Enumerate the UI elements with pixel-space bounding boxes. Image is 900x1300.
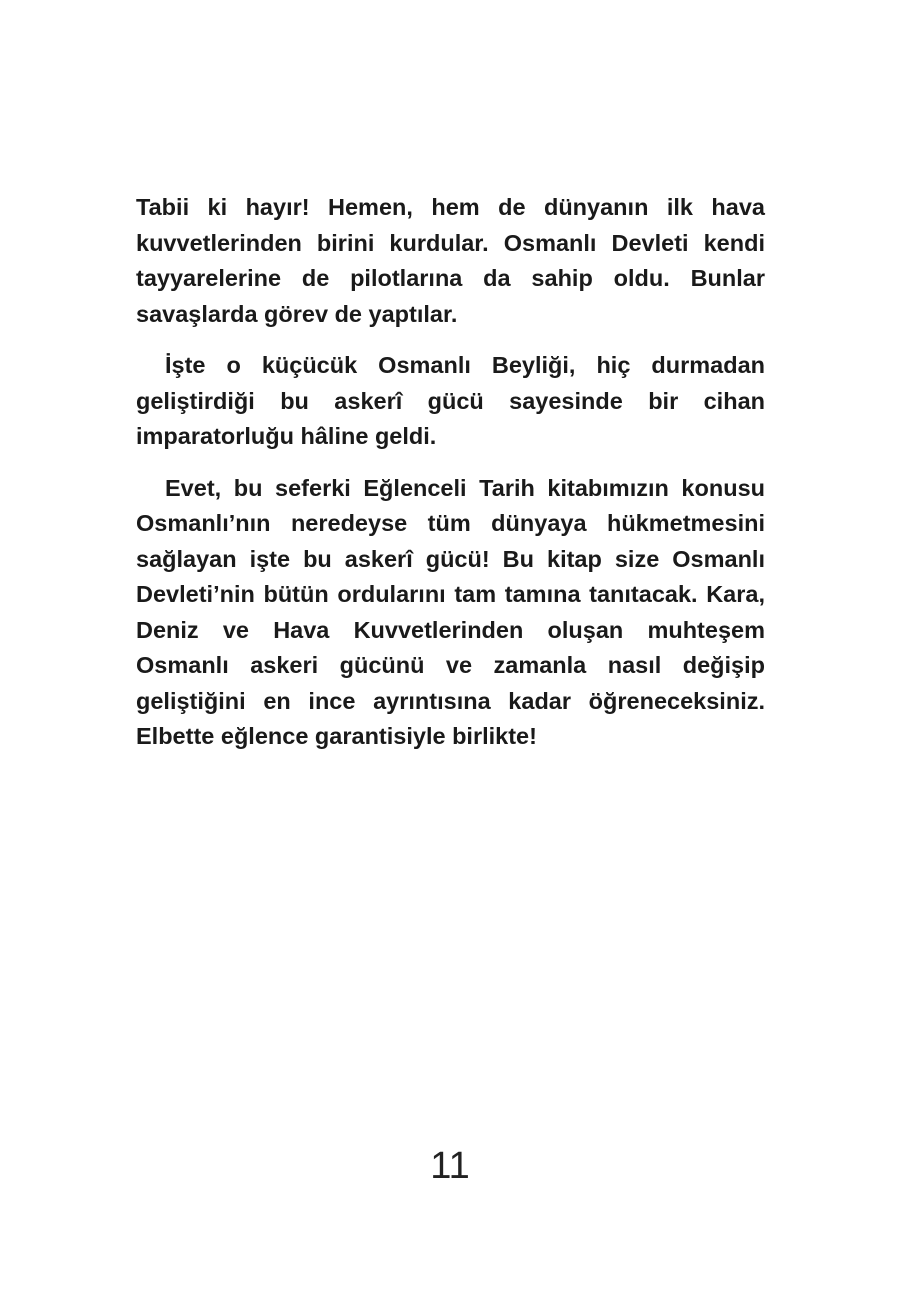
page-number: 11 [430, 1145, 470, 1187]
paragraph-1: Tabii ki hayır! Hemen, hem de dünyanın ilk hava kuvvetlerinden birini kurdular. Osmanlı Devleti kendi tayyarelerine de pilotlarına da sahip oldu. Bunlar savaşlarda görev de yaptılar. [136, 194, 765, 327]
paragraph-3: Evet, bu seferki Eğlenceli Tarih kitabımızın konusu Osmanlı’nın neredeyse tüm dünyaya hükmetmesini sağlayan işte bu askerî gücü! Bu kitap size Osmanlı Devleti’nin bütün ordularını tam tamına tanıtacak. Kara, Deniz ve Hava Kuvvetlerinden oluşan muhteşem Osmanlı askeri gücünü ve zamanla nasıl değişip geliştiğini en ince ayrıntısına kadar öğreneceksiniz. Elbette eğlence garantisiyle birlikte! [136, 474, 765, 749]
page-body [136, 190, 765, 771]
paragraph-2: İşte o küçücük Osmanlı Beyliği, hiç durmadan geliştirdiği bu askerî gücü sayesinde bir cihan imparatorluğu hâline geldi. [136, 352, 765, 449]
